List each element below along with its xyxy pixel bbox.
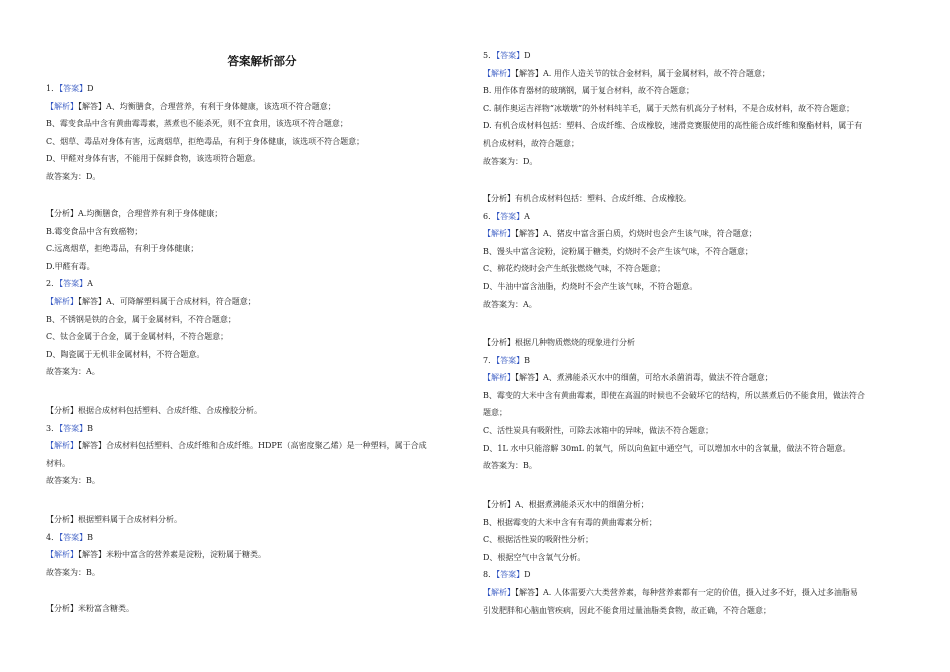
- line-text: B: [87, 532, 93, 542]
- question-number: 8．: [483, 570, 497, 580]
- text-line: [46, 402, 478, 420]
- text-line: [46, 168, 478, 186]
- text-line: [483, 82, 915, 100]
- line-text: B: [87, 423, 93, 433]
- text-line: [483, 602, 915, 620]
- section-tag: 【答案】: [496, 570, 525, 580]
- line-text: 【分析】米粉富含糖类。: [46, 604, 134, 613]
- text-line: [46, 240, 478, 258]
- text-line: [46, 564, 478, 582]
- text-line: [46, 98, 478, 116]
- text-line: [46, 223, 478, 241]
- question-number: 1．: [46, 84, 60, 93]
- line-text: B. 用作体育器材的玻璃钢，属于复合材料，故不符合题意；: [483, 86, 694, 96]
- line-text: 【分析】有机合成材料包括：塑料、合成纤维、合成橡胶。: [483, 194, 691, 203]
- line-text: D、1L 水中只能溶解 30mL 的氧气，所以向鱼缸中通空气，可以增加水中的含氧量，做法不符合题意。: [483, 443, 851, 453]
- text-line: [483, 549, 915, 567]
- question-number: 5．: [483, 51, 497, 60]
- line-text: 【分析】根据塑料属于合成材料分析。: [46, 515, 182, 524]
- text-line: [46, 311, 478, 329]
- section-tag: 【答案】: [59, 532, 88, 542]
- text-line: [483, 135, 915, 153]
- section-tag: 【解析】: [46, 441, 78, 451]
- text-line: [483, 208, 915, 226]
- text-line: [46, 150, 478, 168]
- text-line: [483, 496, 915, 514]
- answer-block: [46, 80, 478, 186]
- text-line: [483, 47, 915, 65]
- line-text: D、根据空气中含氧气分析。: [483, 552, 586, 562]
- text-line: [483, 153, 915, 171]
- section-tag: 【答案】: [496, 211, 525, 221]
- section-tag: 【解析】: [46, 550, 78, 560]
- line-text: 故答案为：B。: [46, 476, 100, 486]
- section-tag: 【解析】: [483, 68, 515, 78]
- line-text: C.远离烟草，拒绝毒品，有利于身体健康；: [46, 244, 199, 254]
- text-line: [46, 472, 478, 490]
- answer-block: [483, 496, 915, 619]
- text-line: [46, 258, 478, 276]
- line-text: 【解答】A、均衡膳食，合理营养，有利于身体健康，该选项不符合题意；: [78, 101, 336, 111]
- question-number: 7．: [483, 355, 497, 365]
- answer-block: [483, 47, 915, 170]
- text-line: [483, 296, 915, 314]
- line-text: 题意；: [483, 408, 507, 418]
- line-text: C、钛合金属于合金，属于金属材料，不符合题意；: [46, 332, 229, 342]
- line-text: 故答案为：D。: [46, 171, 101, 181]
- question-number: 6．: [483, 211, 497, 221]
- line-text: 故答案为：A。: [46, 367, 100, 377]
- line-text: 【解答】A、猪皮中富含蛋白质，灼烧时也会产生该气味，符合题意；: [515, 229, 757, 239]
- line-text: B、霉变的大米中含有黄曲霉素，即使在高温的时候也不会破坏它的结构，所以蒸煮后仍不能食用，做法符合: [483, 390, 865, 400]
- text-line: [46, 529, 478, 547]
- text-line: [46, 363, 478, 381]
- line-text: B、馒头中富含淀粉，淀粉属于糖类，灼烧时不会产生该气味，不符合题意；: [483, 246, 753, 256]
- line-text: B、不锈钢是铁的合金，属于金属材料，不符合题意；: [46, 314, 236, 324]
- line-text: 【分析】根据合成材料包括塑料、合成纤维、合成橡胶分析。: [46, 406, 262, 415]
- line-text: C、根据活性炭的吸附性分析；: [483, 535, 594, 545]
- line-text: 【分析】A、根据煮沸能杀灭水中的细菌分析；: [483, 500, 649, 509]
- line-text: A: [524, 211, 530, 221]
- line-text: D、陶瓷属于无机非金属材料，不符合题意。: [46, 349, 205, 359]
- line-text: B、根据霉变的大米中含有有毒的黄曲霉素分析；: [483, 517, 657, 527]
- text-line: [46, 80, 478, 98]
- text-line: [483, 352, 915, 370]
- text-line: [483, 334, 915, 352]
- answer-block: [46, 402, 478, 490]
- text-line: [46, 546, 478, 564]
- text-line: [483, 387, 915, 405]
- answer-block: [483, 190, 915, 313]
- line-text: D. 有机合成材料包括：塑料、合成纤维、合成橡胶，速滑竞赛服使用的高性能合成纤维和聚酯材料，属于有: [483, 121, 863, 131]
- line-text: 【解答】米粉中富含的营养素是淀粉，淀粉属于糖类。: [78, 550, 266, 560]
- answer-block: [46, 600, 478, 618]
- text-line: [483, 65, 915, 83]
- section-tag: 【答案】: [59, 279, 88, 289]
- line-text: 引发肥胖和心脑血管疾病，因此不能食用过量油脂类食物，故正确，不符合题意；: [483, 605, 771, 615]
- question-number: 4．: [46, 532, 60, 542]
- line-text: B.霉变食品中含有致癌物；: [46, 226, 143, 236]
- line-text: D.甲醛有毒。: [46, 261, 95, 271]
- line-text: 【解答】A、可降解塑料属于合成材料，符合题意；: [78, 296, 256, 306]
- text-line: [46, 205, 478, 223]
- page-title: 答案解析部分: [227, 54, 297, 68]
- line-text: D: [87, 84, 94, 93]
- text-line: [483, 531, 915, 549]
- line-text: C、烟草、毒品对身体有害，远离烟草，拒绝毒品，有利于身体健康，该选项不符合题意；: [46, 136, 365, 146]
- line-text: C. 制作奥运吉祥物“冰墩墩”的外材料纯羊毛，属于天然有机高分子材料，不是合成材料，故不符合题意；: [483, 103, 855, 113]
- text-line: [483, 404, 915, 422]
- section-tag: 【解析】: [483, 373, 515, 383]
- text-line: [483, 566, 915, 584]
- text-line: [483, 422, 915, 440]
- section-tag: 【解析】: [483, 587, 515, 597]
- line-text: B、霉变食品中含有黄曲霉毒素，蒸煮也不能杀死，则不宜食用，该选项不符合题意；: [46, 119, 348, 129]
- question-number: 3．: [46, 423, 60, 433]
- line-text: 材料。: [46, 458, 70, 468]
- section-tag: 【答案】: [496, 355, 525, 365]
- line-text: 【解答】A. 用作人造关节的钛合金材料，属于金属材料，故不符合题意；: [515, 68, 770, 78]
- line-text: D、牛油中富含油脂，灼烧时不会产生该气味，不符合题意。: [483, 281, 698, 291]
- text-line: [483, 260, 915, 278]
- text-line: [483, 117, 915, 135]
- section-tag: 【解析】: [46, 101, 78, 111]
- section-tag: 【解析】: [483, 229, 515, 239]
- line-text: 故答案为：B。: [46, 567, 100, 577]
- text-line: [46, 437, 478, 455]
- text-line: [483, 243, 915, 261]
- text-line: [46, 600, 478, 618]
- text-line: [483, 225, 915, 243]
- text-line: [46, 275, 478, 293]
- text-line: [483, 278, 915, 296]
- text-line: [46, 133, 478, 151]
- line-text: 【解答】合成材料包括塑料、合成纤维和合成纤维。HDPE（高密度聚乙烯）是一种塑料，属于合成: [78, 441, 427, 451]
- line-text: 【分析】根据几种物质燃烧的现象进行分析: [483, 338, 635, 347]
- line-text: C、活性炭具有吸附性，可除去冰箱中的异味，做法不符合题意；: [483, 425, 714, 435]
- text-line: [483, 100, 915, 118]
- text-line: [46, 455, 478, 473]
- text-line: [483, 190, 915, 208]
- line-text: 【分析】A.均衡膳食，合理营养有利于身体健康；: [46, 209, 223, 218]
- text-line: [483, 514, 915, 532]
- text-line: [483, 440, 915, 458]
- section-tag: 【答案】: [496, 51, 525, 60]
- line-text: D、甲醛对身体有害，不能用于保鲜食物，该选项符合题意。: [46, 154, 261, 164]
- line-text: B: [524, 355, 530, 365]
- text-line: [46, 346, 478, 364]
- text-line: [483, 369, 915, 387]
- text-line: [46, 511, 478, 529]
- section-tag: 【解析】: [46, 296, 78, 306]
- section-tag: 【答案】: [59, 84, 88, 93]
- line-text: 故答案为：B。: [483, 461, 537, 471]
- answer-block: [46, 205, 478, 381]
- text-line: [46, 115, 478, 133]
- answer-block: [46, 511, 478, 581]
- line-text: 【解答】A. 人体需要六大类营养素，每种营养素都有一定的价值，摄入过多不好，摄入过多油脂易: [515, 587, 858, 597]
- line-text: 故答案为：A。: [483, 299, 537, 309]
- text-line: [483, 457, 915, 475]
- line-text: A: [87, 279, 93, 289]
- line-text: D: [524, 51, 531, 60]
- line-text: C、棉花灼烧时会产生纸张燃烧气味，不符合题意；: [483, 264, 666, 274]
- text-line: [46, 420, 478, 438]
- answer-block: [483, 334, 915, 475]
- line-text: 【解答】A、煮沸能杀灭水中的细菌，可给水杀菌消毒，做法不符合题意；: [515, 373, 773, 383]
- line-text: D: [524, 570, 531, 580]
- text-line: [46, 328, 478, 346]
- question-number: 2．: [46, 279, 60, 289]
- section-tag: 【答案】: [59, 423, 88, 433]
- line-text: 故答案为：D。: [483, 156, 538, 166]
- text-line: [46, 293, 478, 311]
- text-line: [483, 584, 915, 602]
- line-text: 机合成材料，故符合题意；: [483, 138, 579, 148]
